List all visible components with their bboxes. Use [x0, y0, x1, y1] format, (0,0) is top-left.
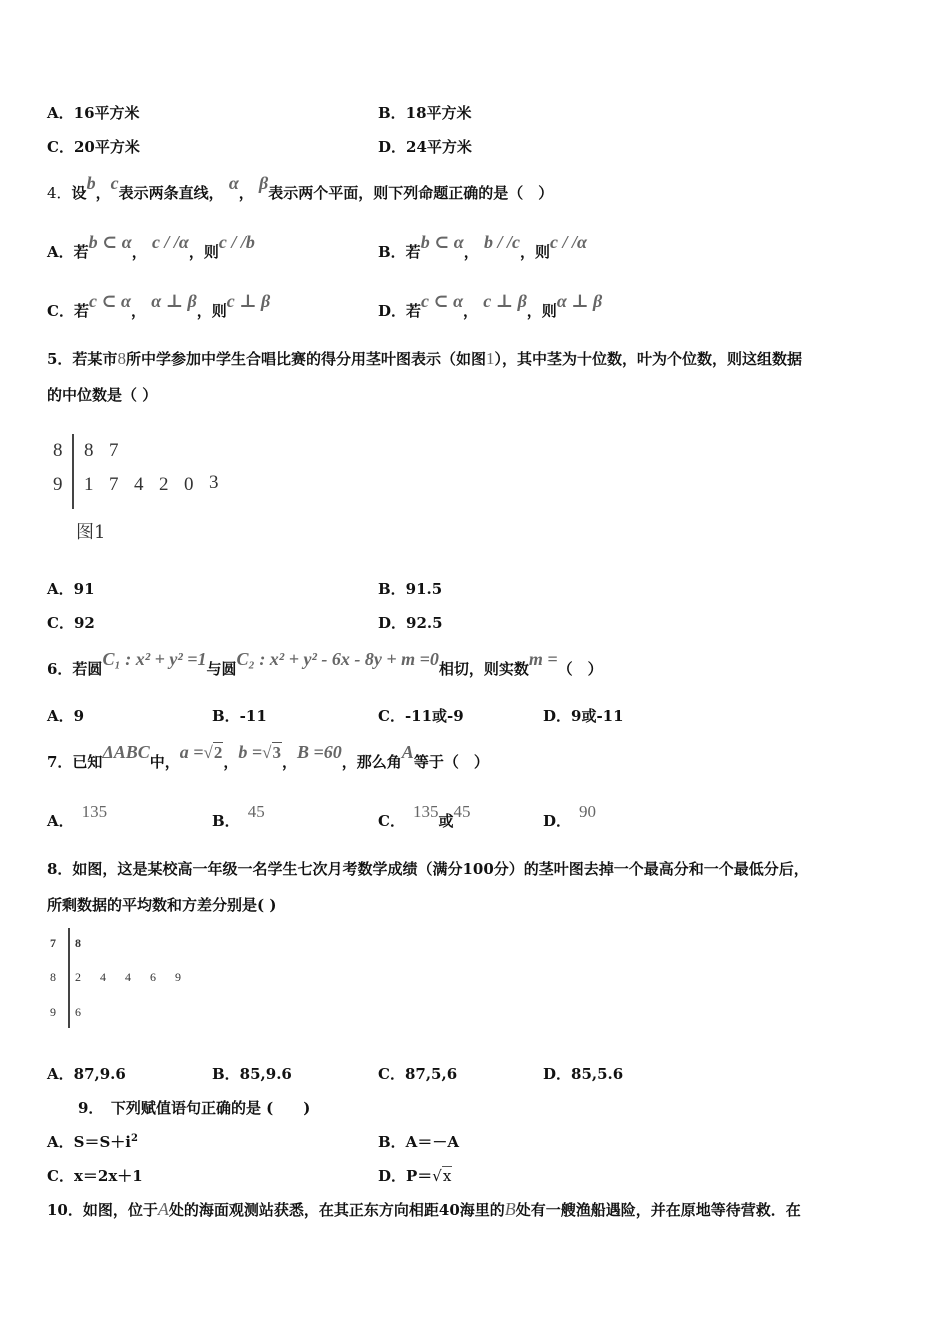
q4-stem: 4．设b，c表示两条直线， α， β表示两个平面，则下列命题正确的是（ ）: [47, 173, 554, 202]
leaf: 2: [159, 474, 169, 495]
q9-stem: 9． 下列赋值语句正确的是 ( ): [78, 1099, 311, 1117]
leaf: 9: [175, 970, 181, 984]
q6-option-d: D．9或-11: [543, 707, 624, 725]
leaf: 8: [75, 936, 81, 950]
leaf: 8: [84, 440, 94, 461]
stem: 8: [50, 970, 56, 984]
stem: 9: [53, 474, 63, 495]
q5-option-d: D．92.5: [378, 614, 443, 632]
q4-option-d: D．若c ⊂ α， c ⊥ β，则α ⊥ β: [378, 291, 603, 320]
q7-option-d: D． 90: [543, 802, 597, 830]
leaf: 0: [184, 474, 194, 495]
q9-option-d: D．P＝√x: [378, 1167, 452, 1185]
q8-stem-line2: 所剩数据的平均数和方差分别是( ): [47, 896, 277, 914]
q9-option-c: C．x＝2x＋1: [47, 1167, 143, 1185]
q6-option-c: C．-11或-9: [378, 707, 464, 725]
q5-option-b: B．91.5: [378, 580, 443, 598]
q6-option-a: A．9: [47, 707, 85, 725]
q8-option-d: D．85,5.6: [543, 1065, 624, 1083]
q3-option-c: C．20平方米: [47, 138, 140, 156]
q8-option-b: B．85,9.6: [212, 1065, 292, 1083]
leaf: 6: [75, 1005, 81, 1019]
q7-option-b: B． 45: [212, 802, 265, 830]
q5-stem-line2: 的中位数是（ ）: [47, 386, 158, 404]
stem: 7: [50, 936, 56, 950]
q8-option-a: A．87,9.6: [47, 1065, 126, 1083]
q6-stem: 6．若圆C₁ : x² + y² =1与圆C₂ : x² + y² - 6x - 8y + m =0相切，则实数m =（ ）: [47, 649, 603, 678]
leaf: 7: [109, 440, 119, 461]
q7-option-c: C． 135或45: [378, 802, 471, 830]
leaf: 4: [125, 970, 131, 984]
stem: 9: [50, 1005, 56, 1019]
leaf: 3: [209, 472, 219, 493]
q8-stem-line1: 8．如图，这是某校高一年级一名学生七次月考数学成绩（满分100分）的茎叶图去掉一个最高分和一个最低分后，: [47, 860, 809, 878]
stem: 8: [53, 440, 63, 461]
q3-option-d: D．24平方米: [378, 138, 472, 156]
stem-divider: [72, 434, 74, 509]
figure-caption: 图1: [76, 522, 106, 543]
leaf: 2: [75, 970, 81, 984]
q9-option-b: B．A＝－A: [378, 1133, 459, 1151]
q10-stem: 10．如图，位于A处的海面观测站获悉，在其正东方向相距40海里的B处有一艘渔船遇险，并在原地等待营救．在: [47, 1199, 801, 1219]
q7-stem: 7．已知ΔABC中，a =√2，b =√3，B =60，那么角A等于（ ）: [47, 742, 489, 771]
q3-option-a: A．16平方米: [47, 104, 140, 122]
q5-stem-line1: 5．若某市8所中学参加中学生合唱比赛的得分用茎叶图表示（如图1），其中茎为十位数，叶为个位数，则这组数据: [47, 349, 802, 368]
leaf: 7: [109, 474, 119, 495]
q4-option-a: A．若b ⊂ α， c / /α，则c / /b: [47, 232, 255, 261]
leaf: 1: [84, 474, 94, 495]
leaf: 4: [134, 474, 144, 495]
leaf: 4: [100, 970, 106, 984]
q7-option-a: A． 135: [47, 802, 108, 830]
q4-option-b: B．若b ⊂ α， b / /c，则c / /α: [378, 232, 587, 261]
q5-option-a: A．91: [47, 580, 95, 598]
leaf: 6: [150, 970, 156, 984]
q3-option-b: B．18平方米: [378, 104, 472, 122]
stem-divider: [68, 928, 70, 1028]
q5-option-c: C．92: [47, 614, 95, 632]
q4-option-c: C．若c ⊂ α， α ⊥ β，则c ⊥ β: [47, 291, 271, 320]
q9-option-a: A．$S=S+i^2$: [47, 1133, 138, 1151]
q6-option-b: B．-11: [212, 707, 267, 725]
q8-option-c: C．87,5,6: [378, 1065, 458, 1083]
